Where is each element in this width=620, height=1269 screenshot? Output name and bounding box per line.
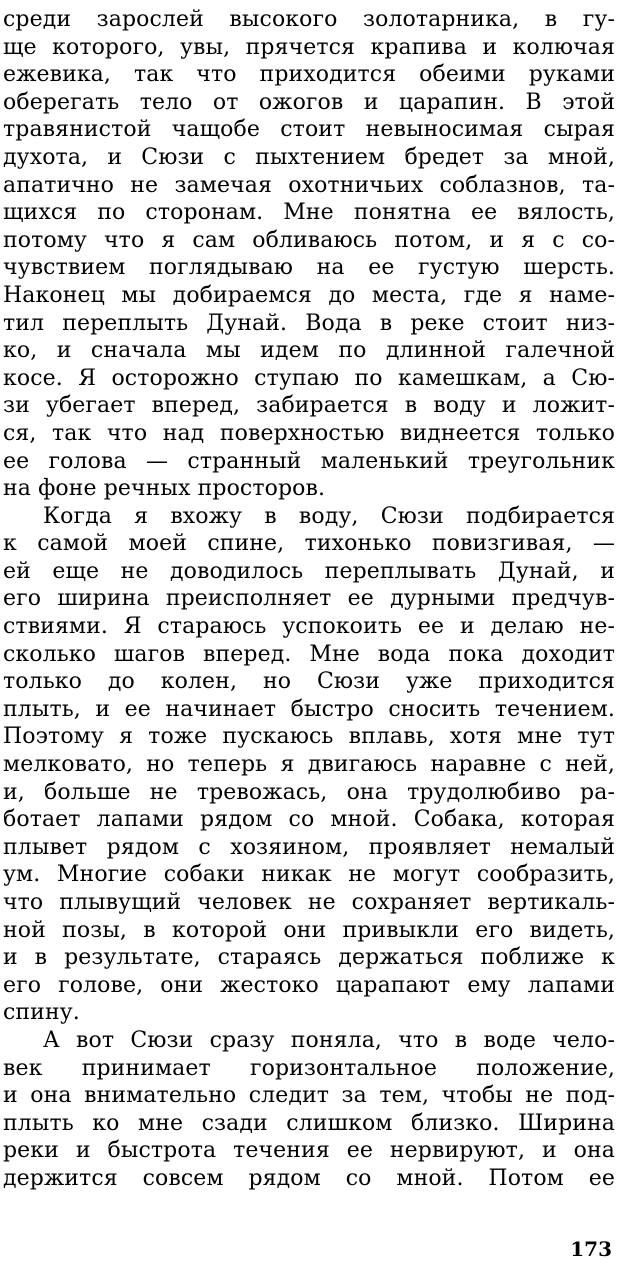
text-line: ся, так что над поверхностью виднеется только: [3, 420, 615, 446]
paragraph-first-line: А вот Сюзи сразу поняла, что в воде чело-: [43, 1027, 615, 1053]
text-line: ежевика, так что приходится обеими руками: [3, 62, 615, 88]
text-line: зи убегает вперед, забирается в воду и ложит-: [3, 393, 615, 419]
text-line: плывет рядом с хозяином, проявляет немалый: [3, 834, 615, 860]
paragraph-first-line: Когда я вхожу в воду, Сюзи подбирается: [43, 503, 615, 529]
text-line: сколько шагов вперед. Мне вода пока доходит: [3, 641, 615, 667]
text-line: тил переплыть Дунай. Вода в реке стоит низ-: [3, 310, 615, 336]
text-line: ее голова — странный маленький треугольник: [3, 448, 615, 474]
text-line: плыть, и ее начинает быстро сносить течением.: [3, 696, 615, 722]
text-line: травянистой чащобе стоит невыносимая сырая: [3, 117, 615, 143]
text-line: ботает лапами рядом со мной. Собака, которая: [3, 807, 615, 833]
text-line: духота, и Сюзи с пыхтением бредет за мной,: [3, 144, 615, 170]
page-number: 173: [570, 1237, 612, 1261]
text-line: мелковато, но теперь я двигаюсь наравне с ней,: [3, 752, 615, 778]
text-line: среди зарослей высокого золотарника, в гу-: [3, 7, 615, 32]
paragraph-last-line: на фоне речных просторов.: [3, 476, 326, 502]
text-line: ум. Многие собаки никак не могут сообразить,: [3, 862, 615, 888]
text-line: век принимает горизонтальное положение,: [3, 1055, 615, 1081]
text-line: реки и быстрота течения ее нервируют, и она: [3, 1138, 615, 1164]
text-line: и она внимательно следит за тем, чтобы не под-: [3, 1083, 615, 1109]
text-line: только до колен, но Сюзи уже приходится: [3, 669, 615, 695]
text-line: ной позы, в которой они привыкли его видеть,: [3, 917, 615, 943]
text-line: Наконец мы добираемся до места, где я наме-: [3, 282, 615, 308]
text-line: ще которого, увы, прячется крапива и колючая: [3, 34, 615, 60]
body-text: [3, 6, 615, 1193]
text-line: ко, и сначала мы идем по длинной галечной: [3, 338, 615, 364]
text-line: ей еще не доводилось переплывать Дунай, и: [3, 558, 615, 584]
text-line: и, больше не тревожась, она трудолюбиво ра-: [3, 779, 615, 805]
text-line: Поэтому я тоже пускаюсь вплавь, хотя мне тут: [3, 724, 615, 750]
text-line: держится совсем рядом со мной. Потом ее: [3, 1165, 615, 1191]
text-line: чувствием поглядываю на ее густую шерсть.: [3, 255, 615, 281]
text-line: его ширина преисполняет ее дурными предчув-: [3, 586, 615, 612]
paragraph-last-line: спину.: [3, 1000, 80, 1026]
text-line: щихся по сторонам. Мне понятна ее вялость,: [3, 200, 615, 226]
text-line: апатично не замечая охотничьих соблазнов, та-: [3, 172, 615, 198]
text-line: потому что я сам обливаюсь потом, и я с со-: [3, 227, 615, 253]
text-line: его голове, они жестоко царапают ему лапами: [3, 972, 615, 998]
text-line: ствиями. Я стараюсь успокоить ее и делаю не-: [3, 614, 615, 640]
text-line: косе. Я осторожно ступаю по камешкам, а Сю-: [3, 365, 615, 391]
text-line: оберегать тело от ожогов и царапин. В этой: [3, 89, 615, 115]
text-line: и в результате, стараясь держаться поближе к: [3, 945, 615, 971]
text-line: что плывущий человек не сохраняет вертикаль-: [3, 890, 615, 915]
text-line: к самой моей спине, тихонько повизгивая, —: [3, 531, 615, 557]
text-line: плыть ко мне сзади слишком близко. Ширина: [3, 1110, 615, 1136]
